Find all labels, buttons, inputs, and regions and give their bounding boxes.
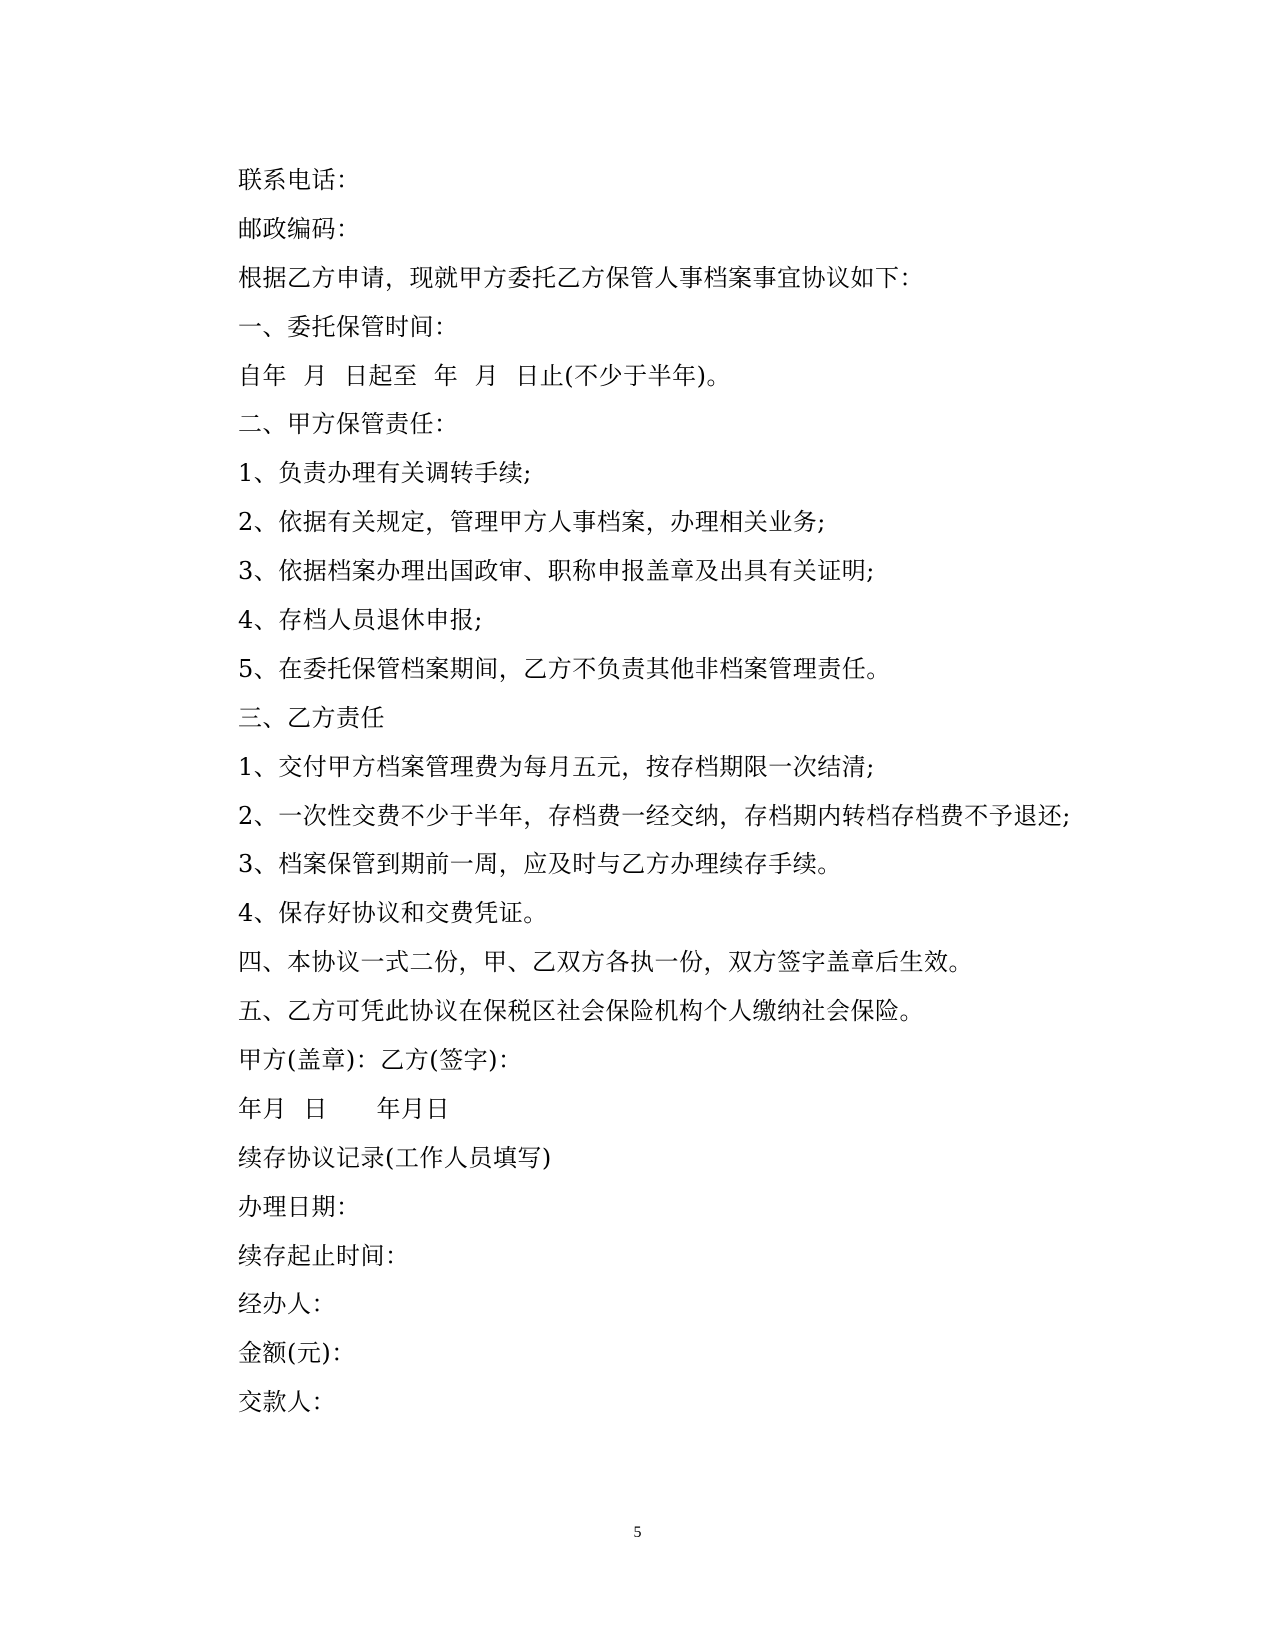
page-number: 5 xyxy=(633,1524,642,1541)
handler-line: 经办人： xyxy=(238,1290,336,1319)
section-3-item-2: 2、一次性交费不少于半年，存档费一经交纳，存档期内转档存档费不予退还; xyxy=(238,801,1071,830)
payer-line: 交款人： xyxy=(238,1388,336,1417)
amount-line: 金额(元)： xyxy=(238,1339,356,1368)
section-1-heading: 一、委托保管时间： xyxy=(238,312,459,341)
section-3-item-3: 3、档案保管到期前一周，应及时与乙方办理续存手续。 xyxy=(238,850,842,879)
agreement-intro-line: 根据乙方申请，现就甲方委托乙方保管人事档案事宜协议如下： xyxy=(238,263,924,292)
section-3-item-4: 4、保存好协议和交费凭证。 xyxy=(238,899,548,928)
contact-phone-line: 联系电话： xyxy=(238,166,361,194)
section-2-item-4: 4、存档人员退休申报; xyxy=(238,606,483,635)
signature-date-line: 年月 日 年月日 xyxy=(238,1094,451,1123)
document-body xyxy=(238,156,1098,1427)
section-3-heading: 三、乙方责任 xyxy=(238,703,385,732)
renewal-record-heading: 续存协议记录(工作人员填写) xyxy=(238,1143,552,1172)
section-2-item-3: 3、依据档案办理出国政审、职称申报盖章及出具有关证明; xyxy=(238,557,875,586)
section-5-line: 五、乙方可凭此协议在保税区社会保险机构个人缴纳社会保险。 xyxy=(238,997,924,1026)
processing-date-line: 办理日期： xyxy=(238,1192,361,1221)
renewal-period-line: 续存起止时间： xyxy=(238,1241,410,1270)
signature-line: 甲方(盖章)：乙方(签字)： xyxy=(238,1046,523,1075)
postal-code-line: 邮政编码： xyxy=(238,214,361,243)
section-3-item-1: 1、交付甲方档案管理费为每月五元，按存档期限一次结清; xyxy=(238,752,875,781)
section-2-item-1: 1、负责办理有关调转手续; xyxy=(238,459,532,488)
section-2-item-2: 2、依据有关规定，管理甲方人事档案，办理相关业务; xyxy=(238,508,826,537)
section-2-item-5: 5、在委托保管档案期间，乙方不负责其他非档案管理责任。 xyxy=(238,654,891,683)
section-4-line: 四、本协议一式二份，甲、乙双方各执一份，双方签字盖章后生效。 xyxy=(238,948,973,977)
section-2-heading: 二、甲方保管责任： xyxy=(238,410,459,439)
custody-period-line: 自年 月 日起至 年 月 日止(不少于半年)。 xyxy=(238,361,732,390)
